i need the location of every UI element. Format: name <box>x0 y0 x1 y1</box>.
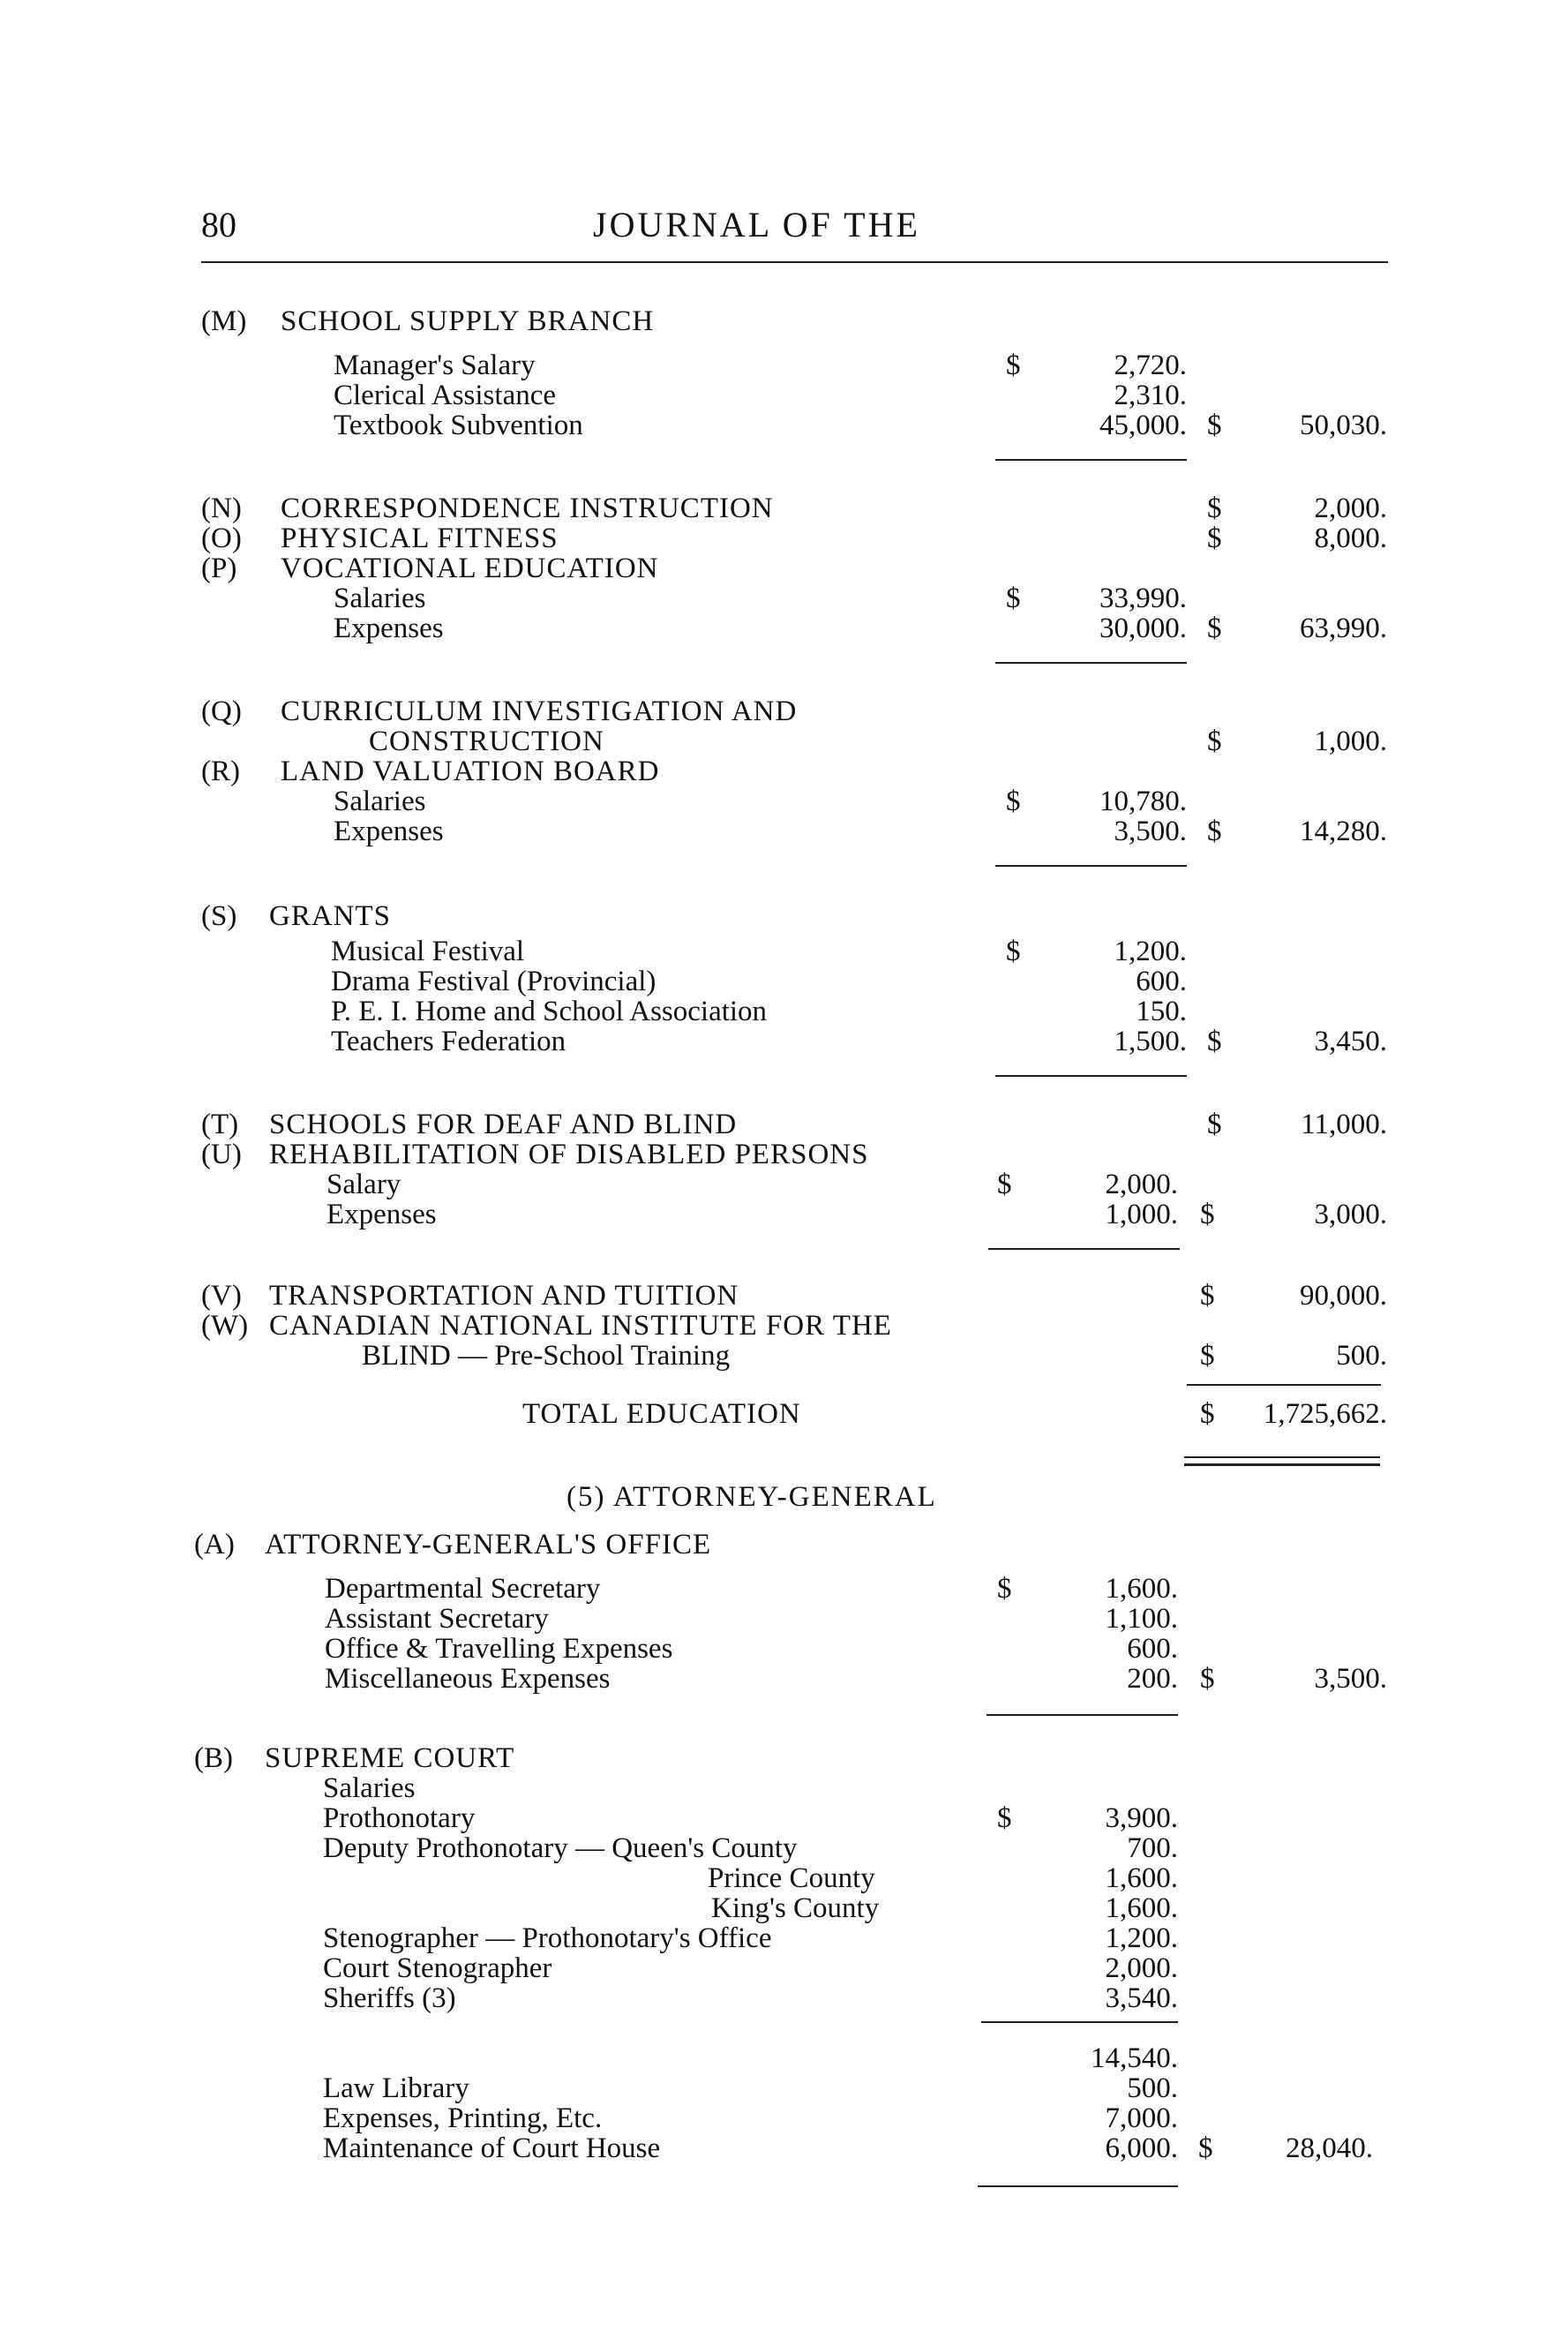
line-item-amount: 700. <box>1127 1832 1178 1864</box>
section-title: CURRICULUM INVESTIGATION AND <box>281 696 798 727</box>
line-item-amount: 600. <box>1136 966 1187 997</box>
section-total: 63,990. <box>1300 613 1387 644</box>
line-item-amount: 6,000. <box>1105 2132 1178 2164</box>
line-item-amount: 1,500. <box>1114 1026 1187 1057</box>
section-title: REHABILITATION OF DISABLED PERSONS <box>269 1139 869 1170</box>
section-total: 3,450. <box>1314 1026 1387 1057</box>
line-item-amount: 200. <box>1127 1663 1178 1695</box>
line-item-label: Salaries <box>334 583 426 614</box>
currency-sign: $ <box>1207 1109 1222 1140</box>
line-item-label: Teachers Federation <box>331 1026 566 1057</box>
currency-sign: $ <box>997 1169 1012 1200</box>
subheading: Salaries <box>323 1772 416 1804</box>
currency-sign: $ <box>1200 1280 1215 1312</box>
line-item-amount: 2,720. <box>1114 350 1187 381</box>
line-item-label: Textbook Subvention <box>334 410 583 441</box>
subtotal-rule <box>987 1714 1178 1716</box>
line-item-amount: 1,600. <box>1105 1573 1178 1605</box>
double-rule <box>1184 1456 1380 1466</box>
currency-sign: $ <box>1006 786 1021 817</box>
subtotal-rule <box>981 2021 1178 2023</box>
subtotal-rule <box>995 865 1187 867</box>
section-code: (R) <box>201 756 240 787</box>
line-item-label: Salaries <box>334 786 426 817</box>
line-item-amount: 500. <box>1127 2072 1178 2104</box>
section-total: 14,280. <box>1300 816 1387 847</box>
subtotal-rule <box>988 1248 1180 1250</box>
section-total: 28,040. <box>1286 2132 1373 2164</box>
total-education-amount: 1,725,662. <box>1263 1398 1387 1430</box>
line-item-amount: 1,200. <box>1105 1922 1178 1954</box>
currency-sign: $ <box>1207 410 1222 441</box>
line-item-amount: 600. <box>1127 1633 1178 1665</box>
section-total: 11,000. <box>1301 1109 1387 1140</box>
line-item-label: Assistant Secretary <box>325 1603 549 1635</box>
running-title: JOURNAL OF THE <box>593 205 920 244</box>
total-rule <box>1187 1384 1381 1386</box>
section-title: ATTORNEY-GENERAL'S OFFICE <box>265 1529 712 1561</box>
line-item-amount: 1,600. <box>1105 1862 1178 1894</box>
section-title: SCHOOLS FOR DEAF AND BLIND <box>269 1109 738 1140</box>
section-code: (S) <box>201 900 237 932</box>
section-total: 8,000. <box>1314 523 1387 554</box>
section-total: 3,000. <box>1314 1199 1387 1230</box>
division-heading: (5) ATTORNEY-GENERAL <box>566 1481 937 1513</box>
line-item-label: Expenses, Printing, Etc. <box>323 2102 603 2134</box>
section-code: (U) <box>201 1139 242 1170</box>
section-total: 2,000. <box>1314 493 1387 524</box>
line-item-amount: 10,780. <box>1099 786 1187 817</box>
line-item-label: Expenses <box>334 613 444 644</box>
currency-sign: $ <box>997 1802 1012 1834</box>
currency-sign: $ <box>1200 1663 1215 1695</box>
section-code: (W) <box>201 1310 249 1342</box>
line-item-amount: 1,200. <box>1114 936 1187 967</box>
currency-sign: $ <box>1207 726 1222 757</box>
line-item-amount: 2,000. <box>1105 1169 1178 1200</box>
currency-sign: $ <box>1200 1199 1215 1230</box>
section-title: PHYSICAL FITNESS <box>281 523 559 554</box>
section-title: SUPREME COURT <box>265 1742 515 1774</box>
currency-sign: $ <box>1006 936 1021 967</box>
currency-sign: $ <box>1207 613 1222 644</box>
line-item-label: Stenographer — Prothonotary's Office <box>323 1922 772 1954</box>
header-rule <box>201 261 1388 263</box>
subtotal-rule <box>995 662 1187 664</box>
section-code: (Q) <box>201 696 242 727</box>
currency-sign: $ <box>1200 1340 1215 1372</box>
line-item-amount: 33,990. <box>1099 583 1187 614</box>
line-item-label: Maintenance of Court House <box>323 2132 661 2164</box>
line-item-label: Office & Travelling Expenses <box>325 1633 673 1665</box>
line-item-amount: 3,500. <box>1114 816 1187 847</box>
section-total: 90,000. <box>1300 1280 1387 1312</box>
line-item-label: Law Library <box>323 2072 469 2104</box>
section-title-continued: BLIND — Pre-School Training <box>362 1340 731 1372</box>
line-item-label: Salary <box>326 1169 401 1200</box>
line-item-label: Prince County <box>708 1862 875 1894</box>
section-title-continued: CONSTRUCTION <box>369 726 604 757</box>
line-item-amount: 3,900. <box>1105 1802 1178 1834</box>
currency-sign: $ <box>1006 350 1021 381</box>
currency-sign: $ <box>1200 1398 1215 1430</box>
line-item-label: Manager's Salary <box>334 350 536 381</box>
section-total: 3,500. <box>1314 1663 1387 1695</box>
currency-sign: $ <box>1207 816 1222 847</box>
line-item-label: P. E. I. Home and School Association <box>331 996 768 1027</box>
line-item-amount: 2,310. <box>1114 380 1187 411</box>
currency-sign: $ <box>997 1573 1012 1605</box>
line-item-label: King's County <box>711 1892 880 1924</box>
section-title: SCHOOL SUPPLY BRANCH <box>281 305 655 337</box>
section-code: (B) <box>194 1742 233 1774</box>
subtotal-rule <box>995 1075 1187 1077</box>
section-title: TRANSPORTATION AND TUITION <box>269 1280 739 1312</box>
section-code: (N) <box>201 493 242 524</box>
line-item-amount: 3,540. <box>1105 1982 1178 2014</box>
section-code: (T) <box>201 1109 239 1140</box>
currency-sign: $ <box>1207 1026 1222 1057</box>
line-item-amount: 1,100. <box>1105 1603 1178 1635</box>
line-item-amount: 150. <box>1136 996 1187 1027</box>
section-code: (P) <box>201 553 237 584</box>
currency-sign: $ <box>1006 583 1021 614</box>
line-item-label: Departmental Secretary <box>325 1573 601 1605</box>
section-title: VOCATIONAL EDUCATION <box>281 553 659 584</box>
currency-sign: $ <box>1207 523 1222 554</box>
line-item-label: Drama Festival (Provincial) <box>331 966 656 997</box>
line-item-amount: 7,000. <box>1105 2102 1178 2134</box>
page-number: 80 <box>201 205 236 244</box>
line-item-label: Musical Festival <box>331 936 525 967</box>
section-code: (V) <box>201 1280 242 1312</box>
section-code: (A) <box>194 1529 235 1561</box>
currency-sign: $ <box>1198 2132 1213 2164</box>
line-item-amount: 1,000. <box>1105 1199 1178 1230</box>
subtotal-rule <box>995 459 1187 461</box>
subtotal-amount: 14,540. <box>1091 2042 1178 2074</box>
section-code: (M) <box>201 305 247 337</box>
line-item-label: Prothonotary <box>323 1802 476 1834</box>
subtotal-rule <box>978 2185 1178 2187</box>
line-item-amount: 30,000. <box>1099 613 1187 644</box>
line-item-label: Court Stenographer <box>323 1952 552 1984</box>
section-title: GRANTS <box>269 900 392 932</box>
line-item-label: Miscellaneous Expenses <box>325 1663 611 1695</box>
line-item-label: Sheriffs (3) <box>323 1982 456 2014</box>
line-item-amount: 1,600. <box>1105 1892 1178 1924</box>
section-title: CORRESPONDENCE INSTRUCTION <box>281 493 774 524</box>
section-total: 1,000. <box>1314 726 1387 757</box>
line-item-label: Clerical Assistance <box>334 380 557 411</box>
line-item-amount: 2,000. <box>1105 1952 1178 1984</box>
line-item-label: Expenses <box>326 1199 437 1230</box>
line-item-amount: 45,000. <box>1099 410 1187 441</box>
section-title: CANADIAN NATIONAL INSTITUTE FOR THE <box>269 1310 892 1342</box>
section-total: 50,030. <box>1300 410 1387 441</box>
section-code: (O) <box>201 523 242 554</box>
total-education-label: TOTAL EDUCATION <box>522 1398 801 1430</box>
line-item-label: Deputy Prothonotary — Queen's County <box>323 1832 798 1864</box>
section-title: LAND VALUATION BOARD <box>281 756 660 787</box>
section-total: 500. <box>1336 1340 1387 1372</box>
currency-sign: $ <box>1207 493 1222 524</box>
line-item-label: Expenses <box>334 816 444 847</box>
